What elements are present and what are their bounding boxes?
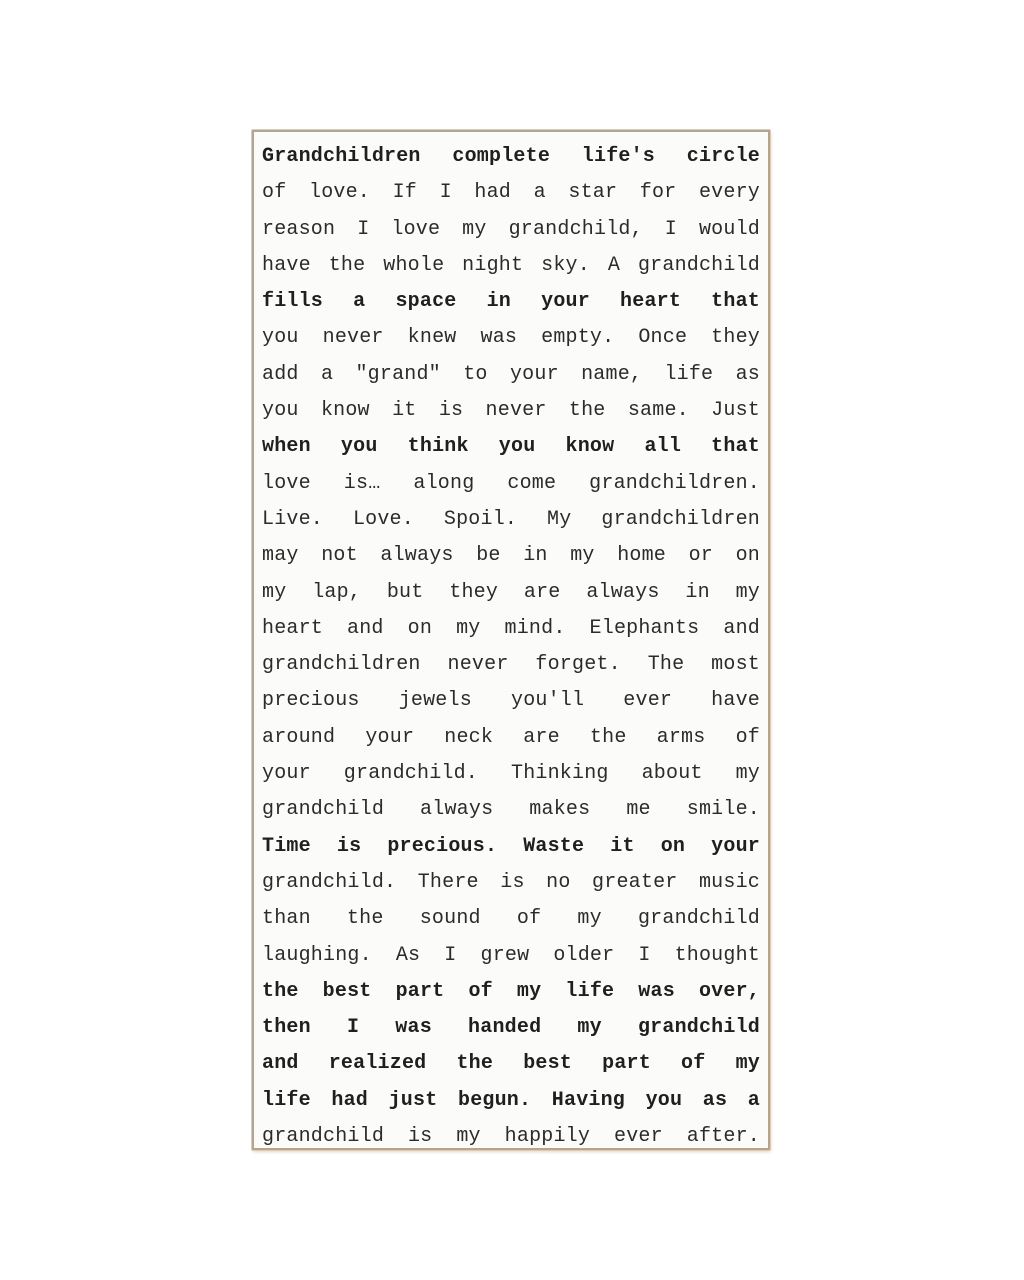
wooden-sign bbox=[252, 130, 770, 1150]
sign-line: when you think you know all that bbox=[262, 435, 760, 459]
sign-line: you know it is never the same. Just bbox=[262, 399, 760, 423]
sign-line: laughing. As I grew older I thought bbox=[262, 943, 760, 967]
sign-line: heart and on my mind. Elephants and bbox=[262, 616, 760, 640]
sign-line: Live. Love. Spoil. My grandchildren bbox=[262, 507, 760, 531]
sign-line: your grandchild. Thinking about my bbox=[262, 762, 760, 786]
sign-line: my lap, but they are always in my bbox=[262, 580, 760, 604]
sign-line: around your neck are the arms of bbox=[262, 725, 760, 749]
sign-line: you never knew was empty. Once they bbox=[262, 326, 760, 350]
sign-line: grandchildren never forget. The most bbox=[262, 653, 760, 677]
sign-line: may not always be in my home or on bbox=[262, 544, 760, 568]
sign-line: life had just begun. Having you as a bbox=[262, 1088, 760, 1112]
sign-line: love is… along come grandchildren. bbox=[262, 471, 760, 495]
sign-line: grandchild always makes me smile. bbox=[262, 798, 760, 822]
sign-line: of love. If I had a star for every bbox=[262, 181, 760, 205]
sign-line: and realized the best part of my bbox=[262, 1052, 760, 1076]
sign-line: reason I love my grandchild, I would bbox=[262, 217, 760, 241]
sign-line: then I was handed my grandchild bbox=[262, 1016, 760, 1040]
sign-line: have the whole night sky. A grandchild bbox=[262, 253, 760, 277]
sign-text bbox=[262, 139, 760, 1155]
sign-line: Time is precious. Waste it on your bbox=[262, 834, 760, 858]
sign-line: grandchild is my happily ever after. bbox=[262, 1125, 760, 1149]
sign-line: fills a space in your heart that bbox=[262, 290, 760, 314]
sign-line: Grandchildren complete life's circle bbox=[262, 145, 760, 168]
sign-line: add a "grand" to your name, life as bbox=[262, 362, 760, 386]
sign-line: grandchild. There is no greater music bbox=[262, 870, 760, 894]
sign-line: the best part of my life was over, bbox=[262, 979, 760, 1003]
sign-line: than the sound of my grandchild bbox=[262, 907, 760, 931]
sign-line: precious jewels you'll ever have bbox=[262, 689, 760, 713]
